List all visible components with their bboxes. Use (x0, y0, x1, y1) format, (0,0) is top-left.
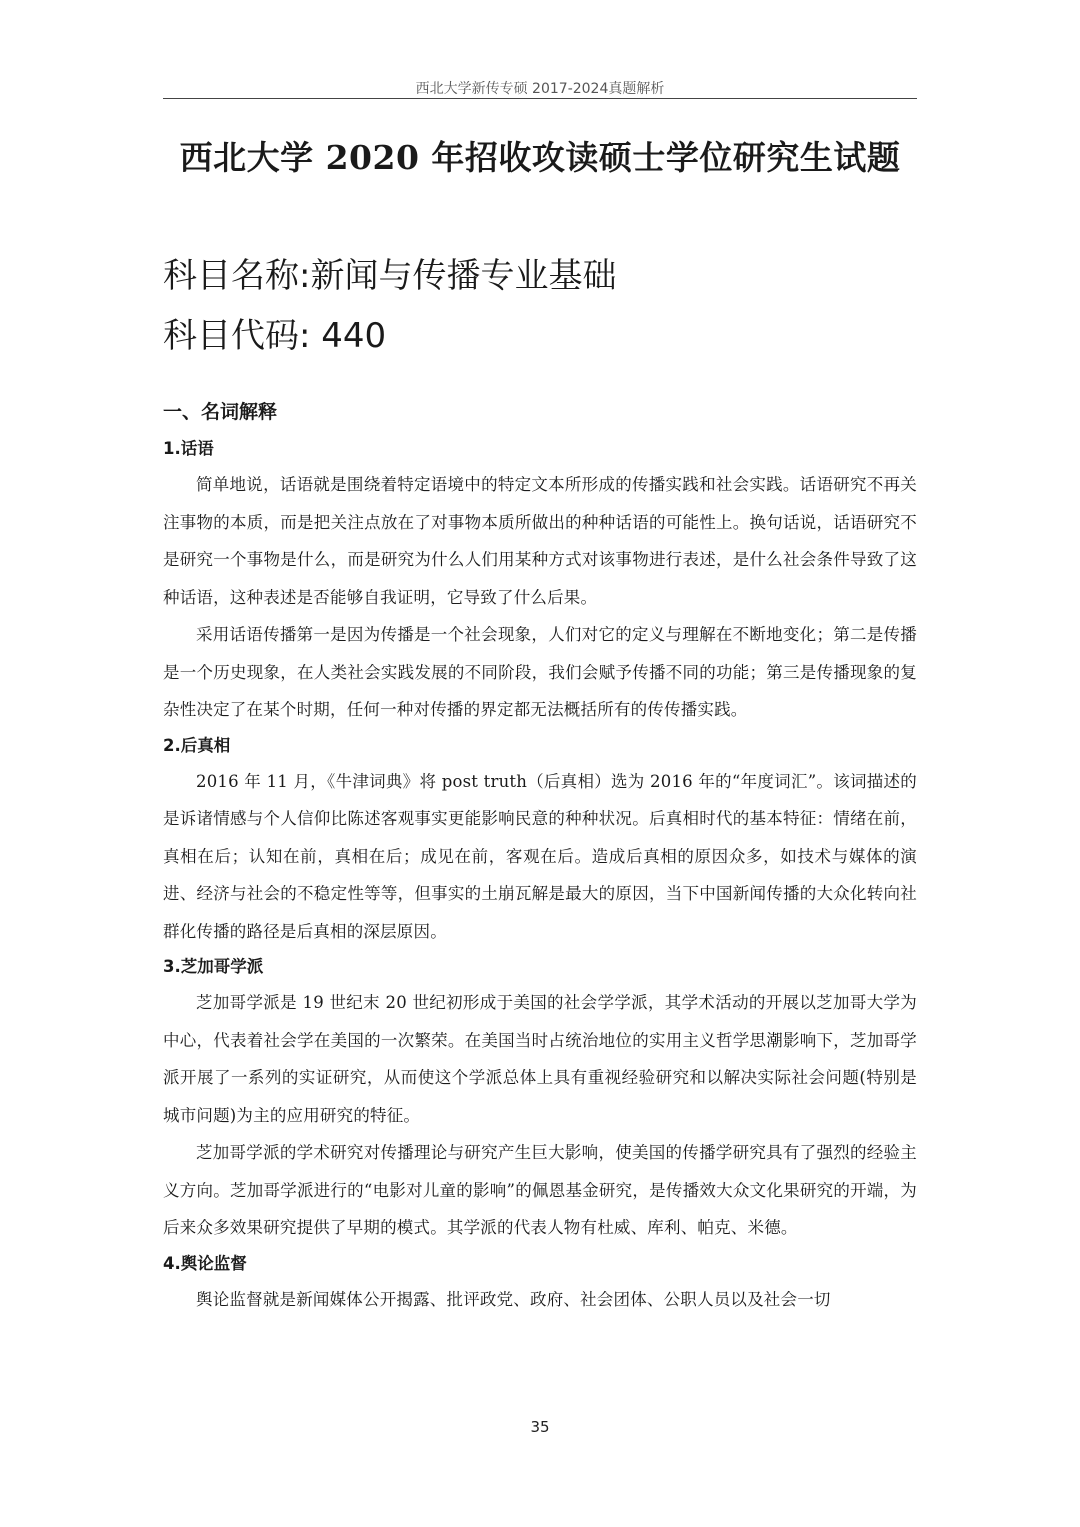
term-heading: 4.舆论监督 (163, 1253, 247, 1273)
term-heading: 2.后真相 (163, 735, 231, 755)
running-header: 西北大学新传专硕 2017-2024真题解析 (415, 81, 665, 97)
term-heading: 1.话语 (163, 439, 214, 458)
paragraph: 舆论监督就是新闻媒体公开揭露、批评政党、政府、社会团体、公职人员以及社会一切 (196, 1289, 831, 1309)
header-divider (163, 98, 917, 99)
page-number: 35 (530, 1418, 550, 1436)
paragraph: 2016 年 11 月，《牛津词典》将 post truth（后真相）选为 2016 年的“年度词汇”。该词描述的是诉诸情感与个人信仰比陈述客观事实更能影响民意的种种状况。后真相时代的基本特征：情绪在前，真相在后；认知在前，真相在后；成见在前，客观在后。造成后真相的原因众多，如技术与媒体的演进、经济与社会的不稳定性等等，但事实的土崩瓦解是最大的原因，当下中国新闻传播的大众化转向社群化传播的路径是后真相的深层原因。 (163, 771, 917, 941)
exam-title: 西北大学 2020 年招收攻读硕士学位研究生试题 (179, 138, 901, 177)
term-block-post-truth (163, 729, 917, 951)
term-block-discourse (163, 432, 917, 729)
paragraph: 采用话语传播第一是因为传播是一个社会现象，人们对它的定义与理解在不断地变化；第二是传播是一个历史现象，在人类社会实践发展的不同阶段，我们会赋予传播不同的功能；第三是传播现象的复杂性决定了在某个时期，任何一种对传播的界定都无法概括所有的传传播实践。 (163, 625, 917, 719)
term-block-chicago-school (163, 950, 917, 1247)
paragraph: 芝加哥学派的学术研究对传播理论与研究产生巨大影响，使美国的传播学研究具有了强烈的经验主义方向。芝加哥学派进行的“电影对儿童的影响”的佩恩基金研究，是传播效大众文化果研究的开端，为后来众多效果研究提供了早期的模式。其学派的代表人物有杜威、库利、帕克、米德。 (163, 1143, 917, 1237)
paragraph: 芝加哥学派是 19 世纪末 20 世纪初形成于美国的社会学学派，其学术活动的开展以芝加哥大学为中心，代表着社会学在美国的一次繁荣。在美国当时占统治地位的实用主义哲学思潮影响下，芝加哥学派开展了一系列的实证研究，从而使这个学派总体上具有重视经验研究和以解决实际社会问题(特别是城市问题)为主的应用研究的特征。 (163, 993, 917, 1125)
subject-name: 科目名称:新闻与传播专业基础 (163, 256, 617, 296)
paragraph: 简单地说，话语就是围绕着特定语境中的特定文本所形成的传播实践和社会实践。话语研究不再关注事物的本质，而是把关注点放在了对事物本质所做出的种种话语的可能性上。换句话说，话语研究不是研究一个事物是什么，而是研究为什么人们用某种方式对该事物进行表述，是什么社会条件导致了这种话语，这种表述是否能够自我证明，它导致了什么后果。 (163, 475, 917, 607)
term-heading: 3.芝加哥学派 (163, 957, 264, 976)
subject-code: 科目代码: 440 (163, 316, 387, 356)
main-content (163, 392, 917, 1318)
section-heading: 一、名词解释 (163, 401, 278, 423)
term-block-public-opinion-supervision (163, 1247, 917, 1319)
